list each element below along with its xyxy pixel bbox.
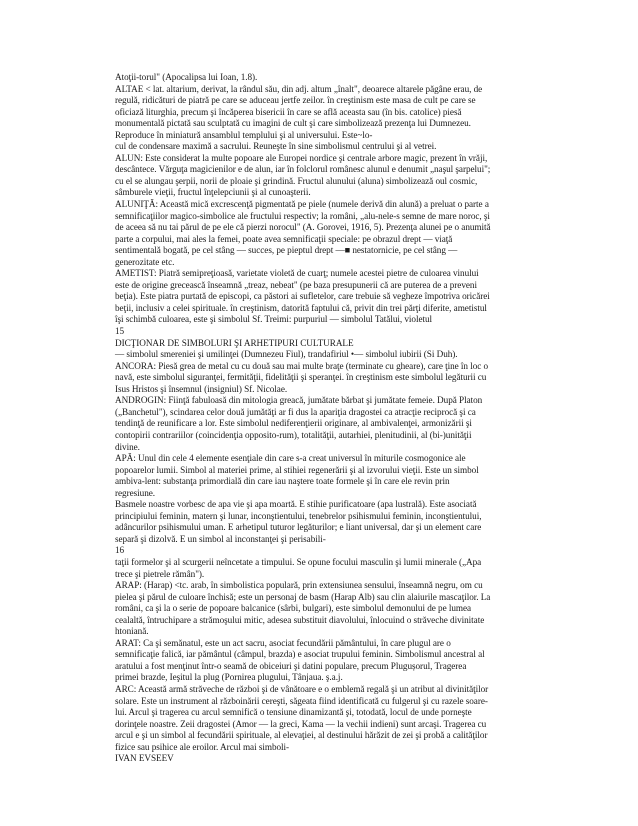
text-line: ALUNIŢĂ: Această mică excrescenţă pigmentată pe piele (numele derivă din alună) a preluat o parte a	[115, 199, 489, 210]
text-line: ARAT: Ca şi semănatul, este un act sacru, asociat fecundării pământului, în care plugul are o	[115, 637, 451, 648]
text-line: oficiază liturghia, precum şi încăperea bisericii în care se află aceasta sau (în bis. catolice) piesă	[115, 106, 462, 117]
text-line: navă, este simbolul siguranţei, fermităţii, fidelităţii şi speranţei. în creştinism este simbolul legăturii cu	[115, 372, 487, 383]
text-line: Isus Hristos şi însemnul (insigniul) Sf. Nicolae.	[115, 383, 288, 394]
text-line: cul de condensare maximă a sacrului. Reuneşte în sine simbolismul centrului şi al vetrei.	[115, 141, 437, 152]
text-line: ANCORA: Piesă grea de metal cu cu două sau mai multe braţe (terminate cu gheare), care ţine în loc o	[115, 360, 489, 371]
text-line: cealaltă, întruchipare a strămoşului mitic, adesea substituit diavolului, înlocuind o străveche divinitate	[115, 614, 485, 625]
text-line: Reproduce în miniatură ansamblul templului şi al universului. Este~lo-	[115, 129, 373, 140]
text-line: aratului a fost menţinut într-o seamă de obiceiuri şi datini populare, precum Plugușorul, Tragerea	[115, 660, 467, 671]
text-line: regresiune.	[115, 487, 156, 498]
running-header: DICŢIONAR DE SIMBOLURI ŞI ARHETIPURI CULTURALE	[115, 337, 354, 348]
text-line: regulă, ridicături de piatră pe care se aduceau jertfe zeilor. în creştinism este masa de cult pe care se	[115, 95, 476, 106]
text-line: popoarelor lumii. Simbol al materiei prime, al stihiei regenerării şi al izvorului vieţii. Este un simbol	[115, 464, 479, 475]
text-line: pielea şi părul de culoare închisă; este un personaj de basm (Harap Alb) sau clin alaiurile mascaţilor. La	[115, 591, 491, 602]
text-line: beţii, inclusiv a celei spirituale. în creştinism, datorită faptului că, privit din trei părţi diferite, ametistul	[115, 302, 487, 313]
text-line: parte a corpului, mai ales la femei, poate avea semnificaţii speciale: pe obrazul drept — viaţă	[115, 233, 453, 244]
page-number: 16	[115, 545, 125, 556]
text-line: tendinţă de reunificare a lor. Este simbolul nediferenţierii originare, al ambivalenţei, armonizării şi	[115, 418, 472, 429]
text-line: primei brazde, Ieşitul la plug (Pornirea plugului, Tânjaua. ş.a.j.	[115, 672, 343, 683]
text-line: contopirii contrariilor (coincidenţia opposito-rum), totalităţii, autarhiei, plenitudinii, al (bi-)unităţii	[115, 429, 472, 440]
text-line: Atoţii-torul" (Apocalipsa lui Ioan, 1.8).	[115, 72, 258, 82]
text-line: sentimentală bogată, pe cel stâng — succes, pe pieptul drept —■ nestatornicie, pe cel stâng —	[115, 245, 458, 256]
text-line: generozitate etc.	[115, 256, 175, 267]
text-line: trece şi pietrele rămân").	[115, 568, 205, 579]
text-line: ANDROGIN: Fiinţă fabuloasă din mitologia greacă, jumătate bărbat şi jumătate femeie. După Platon	[115, 395, 483, 406]
text-line: ARC: Această armă străveche de război şi de vânătoare e o emblemă regală şi un atribut al divinităţilor	[115, 683, 489, 694]
text-line: monumentală pictată sau sculptată cu imagini de cult şi care simbolizează prezenţa lui Dumnezeu.	[115, 118, 471, 129]
text-line: îşi schimbă culoarea, este şi simbolul Sf. Treimi: purpuriul — simbolul Tatălui, violetul	[115, 314, 433, 325]
text-line: este de origine grecească înseamnă „treaz, nebeat" (pe baza presupunerii că are puterea de a preveni	[115, 279, 477, 290]
text-line: dorinţele noastre. Zeii dragostei (Amor — la greci, Kama — la vechii indieni) sunt arcaşi. Tragerea cu	[115, 718, 487, 729]
text-line: ARAP: (Harap) <tc. arab, în simbolistica populară, prin extensiunea sensului, înseamnă negru, om cu	[115, 580, 483, 591]
text-line: de aceea să nu tai părul de pe ele că pierzi norocul" (A. Gorovei, 1916, 5). Prezenţa alunei pe o anumită	[115, 222, 491, 233]
text-line: ALTAE < lat. altarium, derivat, la rândul său, din adj. altum „înalt", deoarece altarele păgâne erau, de	[115, 83, 483, 94]
text-line: cu el se alungau şerpii, norii de ploaie şi grindină. Fructul alunului (aluna) simbolizează oul cosmic,	[115, 175, 478, 186]
text-line: separă şi dizolvă. E un simbol al inconstanţei şi perisabili-	[115, 533, 326, 544]
text-line: români, ca şi la o serie de popoare balcanice (sârbi, bulgari), este simbolul demonului de pe lumea	[115, 603, 472, 614]
text-line: ambiva-lent: substanţa primordială din care iau naştere toate formele şi în care ele revin prin	[115, 476, 450, 487]
text-line: APĂ: Unul din cele 4 elemente esenţiale din care s-a creat universul în miturile cosmogonice ale	[115, 453, 466, 464]
document-page	[115, 72, 525, 765]
text-line: — simbolul smereniei şi umilinţei (Dumnezeu Fiul), trandafiriul •— simbolul iubirii (Si Duh).	[115, 349, 458, 360]
text-line: semnificaţie falică, iar pământul (câmpul, brazda) e asociat trupului feminin. Simbolismul ancestral al	[115, 649, 485, 660]
text-line: principiului feminin, matern şi lunar, inconştientului, tenebrelor psihismului feminin, inconştientului,	[115, 510, 482, 521]
text-line: descântece. Vărguţa magicienilor e de alun, iar în folclorul românesc alunul e denumit „naşul şarpelui";	[115, 164, 491, 175]
text-line: taţii formelor şi al scurgerii neîncetate a timpului. Se opune focului masculin şi lumii minerale („Apa	[115, 556, 482, 567]
text-line: lui. Arcul şi tragerea cu arcul semnifică o tensiune dinamizantă şi, totodată, locul de unde porneşte	[115, 707, 472, 718]
text-line: adâncurilor psihismului uman. E arhetipul tuturor legăturilor; e liant universal, dar şi un element care	[115, 522, 482, 533]
text-line: arcul e şi un simbol al fecundării spirituale, al elevaţiei, al destinului hărăzit de zei şi probă a calităţilor	[115, 730, 488, 741]
text-line: divine.	[115, 441, 140, 452]
text-line: Basmele noastre vorbesc de apa vie şi apa moartă. E stihie purificatoare (apa lustrală). Este asociată	[115, 499, 477, 510]
running-footer: IVAN EVSEEV	[115, 753, 174, 764]
text-line: semnificaţiilor magico-simbolice ale fructului respectiv; la români, „alu-nele-s semne de mare noroc, şi	[115, 210, 490, 221]
text-line: solare. Este un instrument al războinării cereşti, săgeata fiind identificată cu fulgerul şi cu razele soare-	[115, 695, 488, 706]
text-line: htoniană.	[115, 626, 149, 637]
text-line: AMETIST: Piatră semipreţioasă, varietate violetă de cuarţ; numele acestei pietre de culoarea vinului	[115, 268, 479, 279]
page-number: 15	[115, 326, 125, 337]
text-line: ALUN: Este considerat la multe popoare ale Europei nordice şi centrale arbore magic, prezent în vrăji,	[115, 152, 488, 163]
text-line: sâmburele vieţii, fructul înţelepciunii şi al cunoaşterii.	[115, 187, 311, 198]
text-line: beţia). Este piatra purtată de episcopi, ca păstori ai sufletelor, care trebuie să vegheze împotriva oricărei	[115, 291, 490, 302]
text-line: („Banchetul"), scindarea celor două jumătăţi ar fi dus la apariţia dragostei ca atracţie reciprocă şi ca	[115, 406, 476, 417]
text-line: fizice sau psihice ale eroilor. Arcul mai simboli-	[115, 741, 290, 752]
